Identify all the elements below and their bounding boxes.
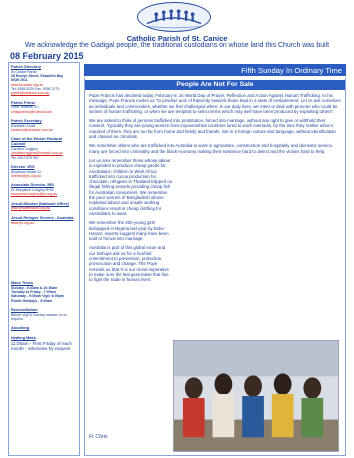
jesuit-mission-link[interactable]: www.jesuitmission.org.au (11, 206, 51, 211)
associate-email-link[interactable]: maryanne.loughry@jrs.org.au (11, 192, 58, 197)
council-heading: Chair of the Parish Pastoral Council (11, 136, 63, 147)
jrs-heading: Director JRS (11, 163, 35, 169)
directory-heading[interactable]: Parish Directory (11, 64, 42, 69)
sidebar-healing (11, 336, 77, 352)
reconciliation-line: Before Vigil & Sunday masses or on (11, 312, 67, 317)
article-signoff: Fr Chris (89, 434, 108, 440)
secretary-heading: Parish Secretary (11, 117, 42, 123)
reconciliation-heading: Reconciliation (11, 306, 38, 312)
sidebar-anointing (11, 326, 77, 331)
article-paragraph: Pope Francis has declared today, February 8, as World Day of Prayer, Reflection and Action Against Human Trafficking. In his message, Pope Francis invites us "to practise acts of fraternity towards those kept in a state of enslavement. Let us ask ourselves as individuals and communities, whether we feel challenged when, in our daily lives, we meet or deal with persons who could be victims of human trafficking, or when we are tempted to select items which may well have been produced by exploiting others". (89, 93, 341, 114)
healing-line: 11:00am - First Friday of each (11, 340, 72, 346)
photo-art (174, 341, 338, 451)
article-side-paragraph: Australia is part of this global issue and our bishops ask us for a fourfold commitment to prevention, protection, prosecution and change. The Pope reminds us that 'it is our moral imperative to make ours the last generation that has to fight the trade in human lives'. (89, 245, 169, 283)
sidebar-directory (11, 65, 77, 96)
sidebar-council (11, 137, 77, 159)
parish-logo-icon (137, 2, 211, 32)
article-side-paragraph: We remember the 200 young girls kidnapped in Nigeria last year by Boko Haram; reports suggest many have been sold or forced into marriage. (89, 220, 169, 242)
sidebar-mass-times (11, 281, 77, 303)
healing-line: month - otherwise by request (11, 346, 71, 352)
sidebar-priest (11, 101, 77, 114)
directory-phone: Tel: 9358 5229 Fax: 9358 2179 (11, 86, 60, 91)
associate-heading: Associate Director JRS (11, 182, 55, 188)
mass-times-heading: Mass Times (11, 279, 33, 285)
bulletin-date: 08 February 2015 (10, 51, 84, 61)
sidebar-jrs (11, 165, 77, 178)
reconciliation-line: request (11, 316, 23, 321)
associate-name: Dr Maryanne Loughry RSM (11, 188, 54, 193)
article-title: People Are Not For Sale (85, 80, 345, 90)
sidebar-associate (11, 183, 77, 196)
article-paragraph: We remember others who are trafficked into Australia to work in agriculture, construction and hospitality and domestic service, many are forced into criminality and the black economy making their existence hard to detect and the victims hard to help. (89, 143, 334, 154)
refugee-heading: Jesuit Refugee Service - Australia (11, 214, 74, 220)
mass-time-line: Tuesday to Friday - 7:00am (11, 289, 56, 294)
priest-name: Chris Jordens, SJ (11, 105, 39, 110)
sunday-banner: Fifth Sunday In Ordinary Time (84, 64, 346, 76)
sidebar-jesuit-mission (11, 202, 77, 211)
acknowledgement-text: We acknowledge the Gadigal people, the traditional custodians on whose land this Church was built (24, 42, 329, 49)
main-article (84, 78, 346, 456)
refugee-link[interactable]: www.jrs.org.au (11, 220, 34, 225)
healing-heading: Healing Mass (11, 334, 36, 340)
mass-time-line: Saturday - 9:00am Vigil: 6:00pm (11, 294, 64, 299)
parish-email-link[interactable]: parish@stcanice.com.au (11, 91, 50, 96)
jesuit-mission-heading: Jesuit Mission (National Office) (11, 200, 69, 206)
directory-line: St Canice Parish (11, 69, 38, 74)
sidebar (8, 62, 80, 456)
sidebar-reconciliation (11, 308, 77, 321)
sidebar-secretary (11, 119, 77, 132)
article-paragraph: Let us also remember those whose labour is exploited to produce cheap goods for Australians; children in West Africa trafficked into cocoa production for chocolate, refugees in Thailand trapped on illegal fishing vessels providing cheap fish for Australian consumers. We remember the poor women of Bangladesh whose exploited labour and unsafe working conditions result in cheap clothing for Australians to wear. (89, 157, 173, 216)
article-paragraph: We are asked to think of persons trafficked into prostitution, forced into marriage, without any right to give or withhold their consent. Typically they are young women from impoverished countries lured to work overseas, by the time they realise what is required of them, they are too far from home and family and friends, lost in a foreign culture and language, without identification and classed as criminals. (89, 118, 336, 140)
secretary-email-link[interactable]: stcanice@stcanice.com.au (11, 128, 53, 133)
jrs-email-link[interactable]: director@jrs.org.au (11, 173, 41, 178)
directory-line: NSW 2011 (11, 78, 28, 83)
priest-email-link[interactable]: chrisjordens@hotmail.com (11, 109, 53, 114)
children-photo-icon (173, 340, 339, 452)
priest-heading: Parish Priest (11, 99, 35, 105)
mass-time-line: Sunday - 8:30am & 10:30am (11, 285, 58, 290)
sidebar-refugee (11, 216, 77, 225)
website-link[interactable]: www.stcanice.org.au (11, 82, 44, 87)
council-chair: Caroline Coggins (11, 146, 38, 151)
directory-line: 28 Roslyn Street, Elizabeth Bay (11, 74, 64, 79)
logo-art (138, 3, 210, 31)
jrs-director: Aloysious Mowe SJ (11, 169, 42, 174)
mass-time-line: Public Holidays - 9:00am (11, 298, 53, 303)
anointing-heading: Anointing (11, 325, 30, 331)
parish-title: Catholic Parish of St. Canice (126, 34, 228, 43)
council-phone: Tel: 0407 575 557 (11, 155, 39, 160)
council-email-link[interactable]: carolinecoggins@hotmail.com.au (11, 151, 63, 156)
secretary-name: Elizabeth Small (11, 123, 36, 128)
